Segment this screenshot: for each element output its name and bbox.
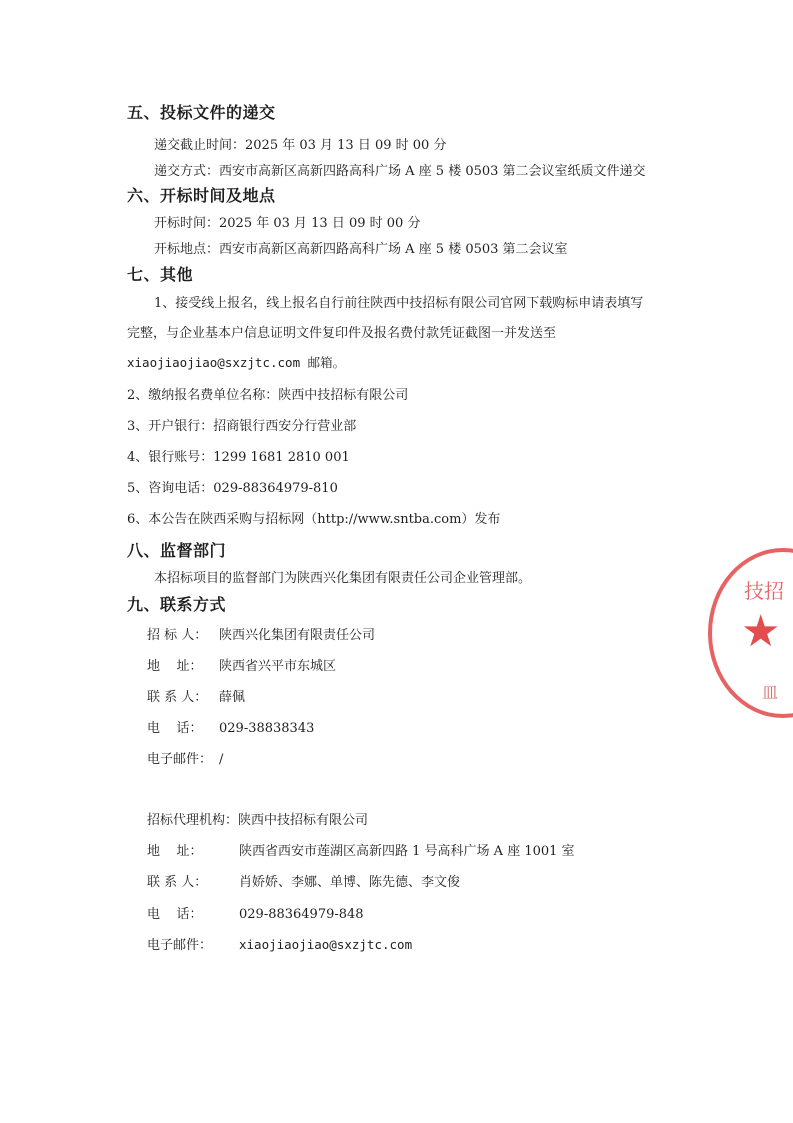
other-item-5: 5、咨询电话：029-88364979-810 (127, 481, 338, 496)
section-6-heading: 六、开标时间及地点 (127, 186, 276, 205)
other-item-1-line-2: 完整，与企业基本户信息证明文件复印件及报名费付款凭证截图一并发送至 (127, 326, 557, 341)
seal-text-bottom: 皿 (762, 683, 779, 702)
row-value: 陕西省兴平市东城区 (219, 659, 337, 674)
other-item-1-line-1: 1、接受线上报名，线上报名自行前往陕西中技招标有限公司官网下载购标申请表填写 (154, 296, 644, 311)
row-label: 联 系 人： (147, 690, 208, 705)
row-label: 地 址： (147, 844, 203, 859)
row-label: 电 话： (147, 721, 203, 736)
tenderer-email-row (147, 748, 223, 767)
row-label: 电 话： (147, 907, 203, 922)
seal-text-top: 技招 (744, 579, 784, 603)
section-7-heading: 七、其他 (127, 265, 194, 284)
opening-place: 开标地点：西安市高新区高新四路高科广场 A 座 5 楼 0503 第二会议室 (154, 242, 568, 257)
tenderer-name-row (147, 624, 375, 643)
row-value: 薛佩 (219, 690, 246, 705)
agent-phone-row (147, 903, 364, 922)
tenderer-address-row (147, 655, 336, 674)
row-value: 肖娇娇、李娜、单博、陈先德、李文俊 (239, 875, 461, 890)
row-label: 联 系 人： (147, 875, 208, 890)
submission-deadline: 递交截止时间：2025 年 03 月 13 日 09 时 00 分 (154, 138, 447, 153)
row-value: / (219, 752, 224, 767)
row-label: 招 标 人： (147, 628, 208, 643)
row-value: 029-38838343 (219, 721, 315, 736)
section-9-heading: 九、联系方式 (127, 595, 227, 614)
row-label: 电子邮件： (147, 938, 213, 953)
agent-email-row (147, 934, 412, 953)
agent-name-row (147, 809, 368, 828)
row-value: 陕西兴化集团有限责任公司 (219, 628, 376, 643)
section-5-heading: 五、投标文件的递交 (127, 103, 276, 122)
row-value: xiaojiaojiao@sxzjtc.com (239, 937, 413, 952)
section-8-heading: 八、监督部门 (127, 541, 227, 560)
other-item-6: 6、本公告在陕西采购与招标网（http://www.sntba.com）发布 (127, 512, 501, 527)
row-value: 029-88364979-848 (239, 907, 364, 922)
other-item-1-line-3: xiaojiaojiao@sxzjtc.com 邮箱。 (127, 355, 346, 370)
row-label: 招标代理机构： (147, 813, 239, 828)
agent-address-row (147, 840, 575, 859)
other-item-2: 2、缴纳报名费单位名称：陕西中技招标有限公司 (127, 388, 409, 403)
opening-time: 开标时间：2025 年 03 月 13 日 09 时 00 分 (154, 216, 421, 231)
row-label: 地 址： (147, 659, 203, 674)
supervision-text: 本招标项目的监督部门为陕西兴化集团有限责任公司企业管理部。 (154, 571, 532, 586)
row-label: 电子邮件： (147, 752, 213, 767)
submission-method: 递交方式：西安市高新区高新四路高科广场 A 座 5 楼 0503 第二会议室纸质文件递交 (154, 164, 646, 179)
tenderer-phone-row (147, 717, 314, 736)
tenderer-contact-row (147, 686, 245, 705)
other-item-3: 3、开户银行：招商银行西安分行营业部 (127, 419, 357, 434)
row-value: 陕西中技招标有限公司 (238, 813, 369, 828)
row-value: 陕西省西安市莲湖区高新四路 1 号高科广场 A 座 1001 室 (239, 844, 575, 859)
agent-contact-row (147, 871, 460, 890)
seal-star-icon: ★ (741, 606, 781, 657)
other-item-4: 4、银行账号：1299 1681 2810 001 (127, 450, 350, 465)
